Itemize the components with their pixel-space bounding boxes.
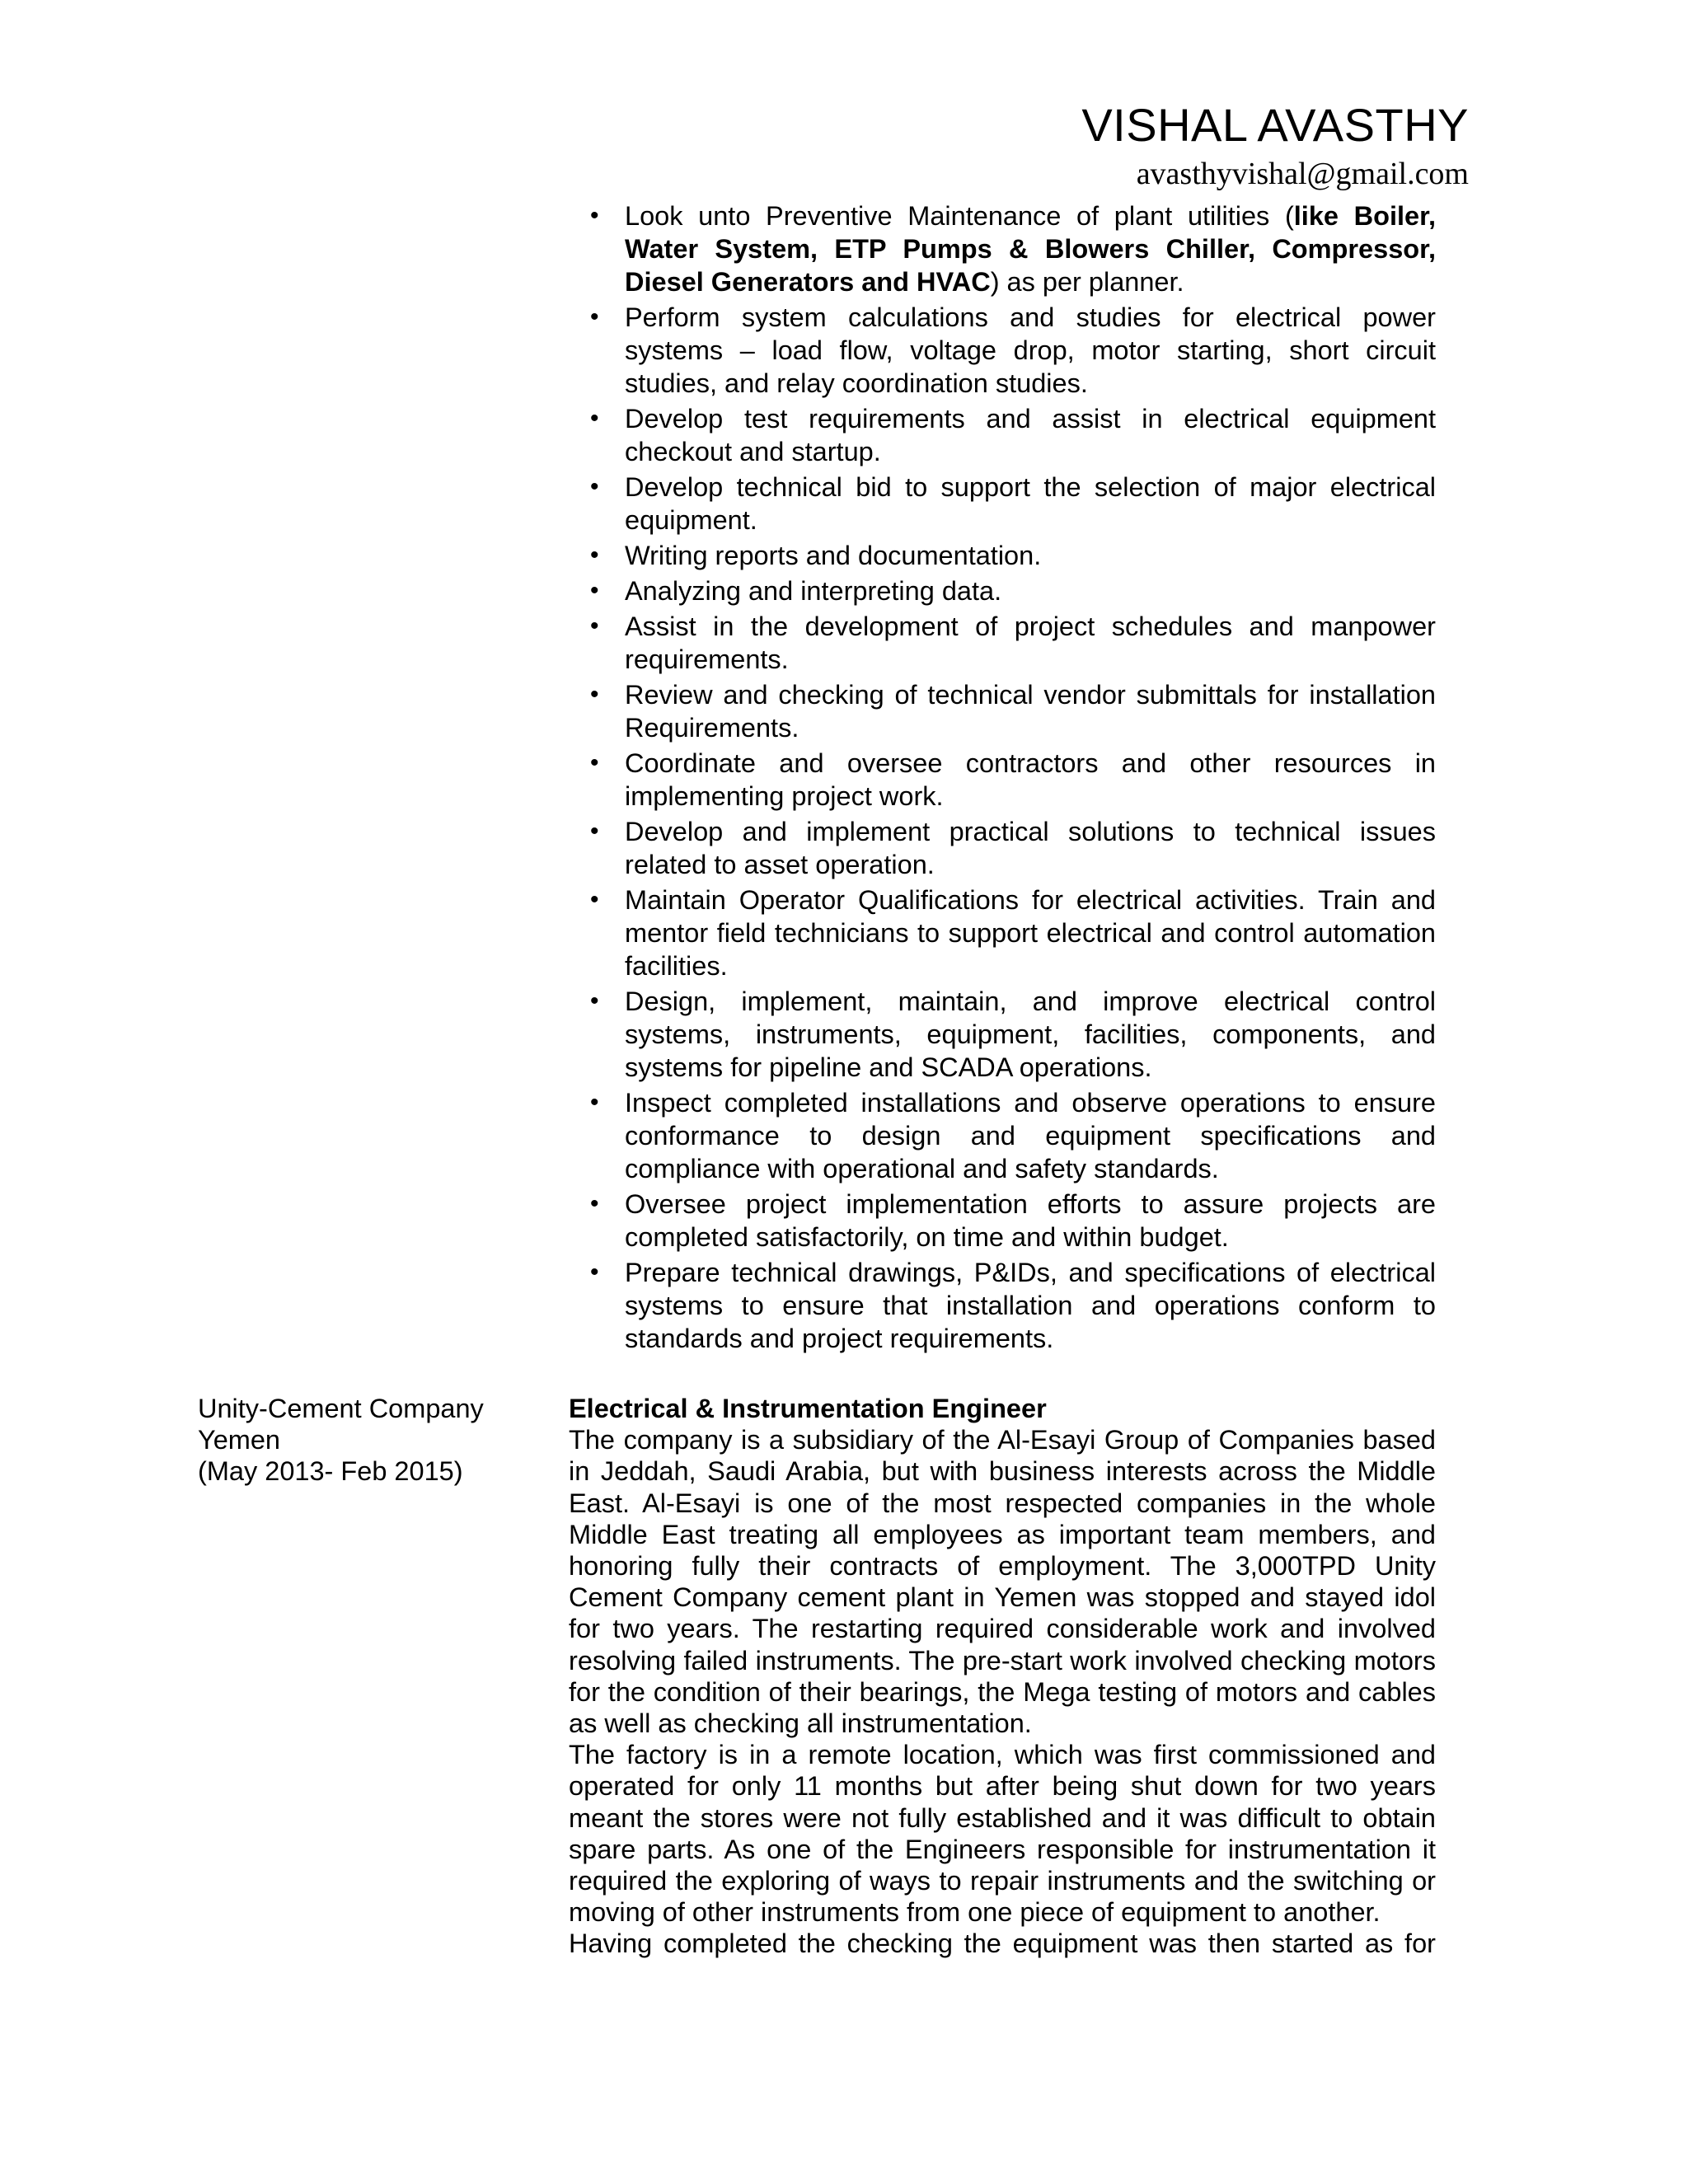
list-item bbox=[590, 402, 1436, 468]
bullet-icon: • bbox=[590, 473, 599, 500]
list-item-text: Develop and implement practical solutions to technical issues related to asset operation. bbox=[625, 817, 1436, 879]
job-description-paragraph: Having completed the checking the equipment was then started as for bbox=[569, 1929, 1436, 1959]
bullet-icon: • bbox=[590, 818, 599, 845]
candidate-email: avasthyvishal@gmail.com bbox=[1136, 157, 1469, 191]
list-item bbox=[590, 1188, 1436, 1254]
job-description-paragraph: The factory is in a remote location, which was first commissioned and operated for only 11 months but after being shut down for two years meant the stores were not fully established and it was difficult to obtain spare parts. As one of the Engineers responsible for instrumentation it required the exploring of ways to repair instruments and the switching or moving of other instruments from one piece of equipment to another. bbox=[569, 1740, 1436, 1928]
job-title: Electrical & Instrumentation Engineer bbox=[569, 1394, 1047, 1423]
list-item-text-bold: like Boiler, Water System, ETP Pumps & Blowers Chiller, Compressor, Diesel Generators and HVAC bbox=[625, 201, 1436, 297]
list-item bbox=[590, 199, 1436, 298]
bullet-icon: • bbox=[590, 202, 599, 229]
bullet-icon: • bbox=[590, 577, 599, 604]
bullet-icon: • bbox=[590, 1190, 599, 1217]
list-item bbox=[590, 1086, 1436, 1185]
job-description-paragraph: The company is a subsidiary of the Al-Esayi Group of Companies based in Jeddah, Saudi Arabia, but with business interests across the Middle East. Al-Esayi is one of the most respected companies in the whole Middle East treating all employees as important team members, and honoring fully their contracts of employment. The 3,000TPD Unity Cement Company cement plant in Yemen was stopped and stayed idol for two years. The restarting required considerable work and involved resolving failed instruments. The pre-start work involved checking motors for the condition of their bearings, the Mega testing of motors and cables as well as checking all instrumentation. bbox=[569, 1425, 1436, 1739]
list-item-text-post: ) as per planner. bbox=[990, 267, 1184, 297]
responsibilities-list bbox=[590, 199, 1436, 1357]
list-item-text: Analyzing and interpreting data. bbox=[625, 576, 1002, 606]
list-item bbox=[590, 747, 1436, 813]
resume-header bbox=[1081, 97, 1469, 194]
list-item bbox=[590, 610, 1436, 676]
list-item-text: Coordinate and oversee contractors and other resources in implementing project work. bbox=[625, 748, 1436, 811]
list-item-text: Develop test requirements and assist in electrical equipment checkout and startup. bbox=[625, 404, 1436, 466]
list-item-text-pre: Look unto Preventive Maintenance of plant utilities ( bbox=[625, 201, 1294, 231]
company-name: Unity-Cement Company bbox=[198, 1394, 484, 1423]
bullet-icon: • bbox=[590, 1089, 599, 1116]
list-item-text: Perform system calculations and studies for electrical power systems – load flow, voltage drop, motor starting, short circuit studies, and relay coordination studies. bbox=[625, 302, 1436, 398]
list-item-text: Prepare technical drawings, P&IDs, and specifications of electrical systems to ensure that installation and operations conform to standards and project requirements. bbox=[625, 1258, 1436, 1353]
list-item bbox=[590, 301, 1436, 400]
bullet-icon: • bbox=[590, 886, 599, 913]
bullet-icon: • bbox=[590, 987, 599, 1015]
candidate-name: VISHAL AVASTHY bbox=[1081, 99, 1469, 151]
list-item-text: Assist in the development of project schedules and manpower requirements. bbox=[625, 612, 1436, 674]
employment-dates: (May 2013- Feb 2015) bbox=[198, 1456, 463, 1486]
list-item bbox=[590, 678, 1436, 744]
list-item-text: Develop technical bid to support the selection of major electrical equipment. bbox=[625, 472, 1436, 535]
bullet-icon: • bbox=[590, 303, 599, 330]
list-item-text: Review and checking of technical vendor submittals for installation Requirements. bbox=[625, 680, 1436, 743]
list-item bbox=[590, 883, 1436, 982]
list-item-text: Oversee project implementation efforts to assure projects are completed satisfactorily, on time and within budget. bbox=[625, 1189, 1436, 1252]
list-item-text: Inspect completed installations and observe operations to ensure conformance to design and equipment specifications and compliance with operational and safety standards. bbox=[625, 1088, 1436, 1183]
list-item-text: Writing reports and documentation. bbox=[625, 541, 1042, 570]
bullet-icon: • bbox=[590, 405, 599, 432]
bullet-icon: • bbox=[590, 612, 599, 640]
list-item bbox=[590, 574, 1436, 607]
list-item bbox=[590, 539, 1436, 572]
list-item bbox=[590, 985, 1436, 1084]
bullet-icon: • bbox=[590, 1258, 599, 1286]
list-item-text: Design, implement, maintain, and improve electrical control systems, instruments, equipment, facilities, components, and systems for pipeline and SCADA operations. bbox=[625, 987, 1436, 1082]
list-item bbox=[590, 1256, 1436, 1355]
list-item bbox=[590, 471, 1436, 537]
list-item-text: Maintain Operator Qualifications for electrical activities. Train and mentor field technicians to support electrical and control automation facilities. bbox=[625, 885, 1436, 981]
job-meta bbox=[198, 1393, 528, 1487]
bullet-icon: • bbox=[590, 681, 599, 708]
list-item bbox=[590, 815, 1436, 881]
company-location: Yemen bbox=[198, 1425, 280, 1455]
bullet-icon: • bbox=[590, 749, 599, 776]
job-details bbox=[569, 1393, 1436, 1960]
bullet-icon: • bbox=[590, 541, 599, 569]
